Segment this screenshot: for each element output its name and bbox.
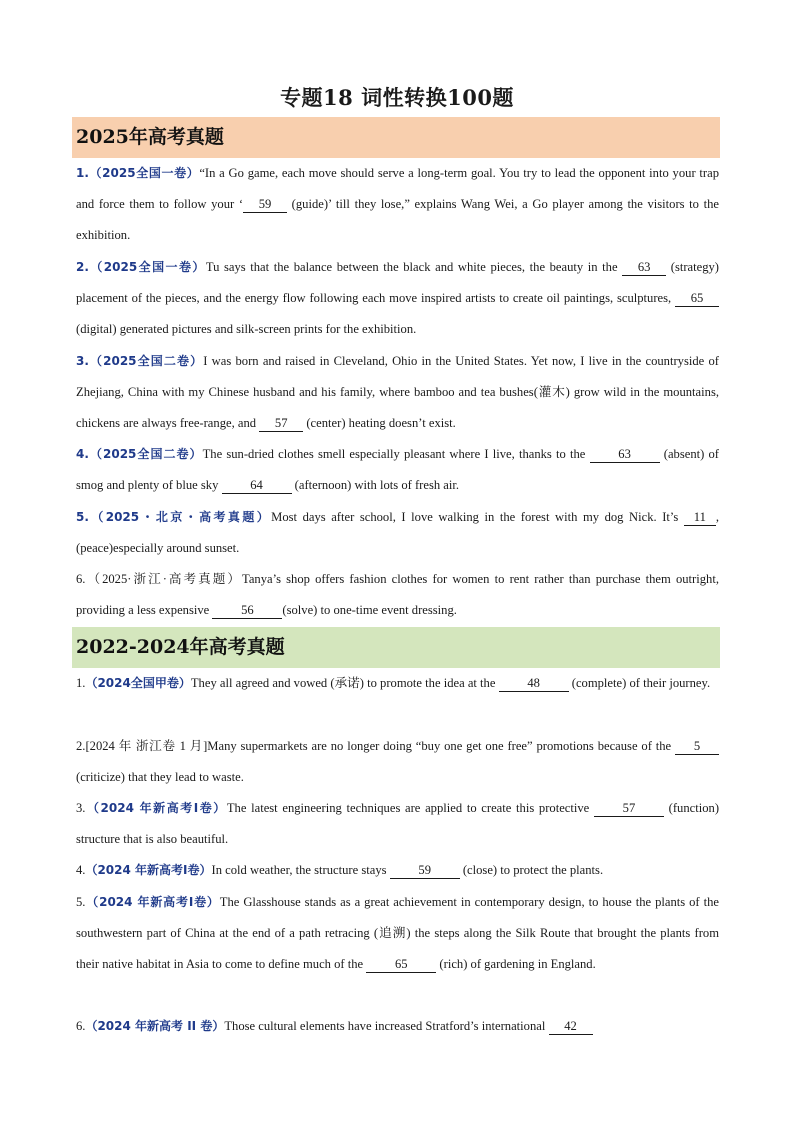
question-number: 3. — [76, 801, 86, 815]
question-source: （2024 年新高考Ⅰ卷） — [85, 801, 227, 815]
question-text-tail: (rich) of gardening in England. — [436, 957, 596, 971]
question-text: I was born and raised in Cleveland, Ohio in the United States. Yet now, I live in the countryside of Zhejiang, China with my Chinese husband and his family, where bamboo and tea bushes(灌木) grow wild in the mountains, chickens are always free-range, and — [76, 354, 720, 430]
question-source: （2025全国一卷） — [88, 260, 206, 274]
question-source: （2025·浙江·高考真题） — [85, 572, 242, 586]
question-text-tail: (afternoon) with lots of fresh air. — [291, 478, 460, 492]
question-text: Many supermarkets are no longer doing “buy one get one free” promotions because of the — [207, 739, 675, 753]
question-source: （2025・北京・高考真题） — [88, 510, 272, 524]
question-text-tail: (center) heating doesn’t exist. — [303, 416, 456, 430]
question-source: （2025全国一卷） — [88, 166, 200, 180]
question-number: 2. — [76, 260, 89, 274]
question-text-mid: (strategy) placement of the pieces, and the energy flow following each move inspired artists to create oil paintings, sculptures, — [76, 260, 719, 305]
question-2024-6 — [76, 1011, 719, 1042]
question-2024-4 — [76, 855, 719, 886]
answer-blank[interactable]: 57 — [259, 416, 303, 432]
question-number: 1. — [76, 676, 86, 690]
question-text: Tanya’s shop offers fashion clothes for women to rent rather than purchase them outright, providing a less expensive — [76, 572, 719, 617]
question-2025-3 — [76, 346, 719, 439]
answer-blank[interactable]: 63 — [622, 260, 666, 276]
page-title: 专题18 词性转换100题 — [280, 85, 514, 110]
answer-blank[interactable]: 59 — [390, 863, 460, 879]
answer-blank[interactable]: 65 — [366, 957, 436, 973]
question-2024-1 — [76, 668, 719, 699]
answer-blank[interactable]: 42 — [549, 1019, 593, 1035]
question-source: （2025全国二卷） — [88, 447, 203, 461]
question-number: 1. — [76, 166, 89, 180]
question-text: “In a Go game, each move should serve a long-term goal. You try to lead the opponent into your trap and force them to follow your ‘ — [76, 166, 719, 211]
question-text-tail: (digital) generated pictures and silk-screen prints for the exhibition. — [76, 322, 417, 336]
question-number: 2. — [76, 739, 86, 753]
question-text: The sun-dried clothes smell especially pleasant where I live, thanks to the — [202, 447, 590, 461]
question-number: 6. — [76, 1019, 86, 1033]
question-2024-3 — [76, 793, 719, 855]
question-text-tail: (close) to protect the plants. — [459, 863, 604, 877]
question-text: The latest engineering techniques are applied to create this protective — [226, 801, 594, 815]
question-source: （2024 年新高考 II 卷） — [85, 1019, 225, 1033]
question-text: They all agreed and vowed (承诺) to promote the idea at the — [190, 676, 499, 690]
answer-blank[interactable]: 57 — [594, 801, 664, 817]
answer-blank[interactable]: 11 — [684, 510, 716, 526]
question-text-tail: (guide)’ till they lose,” explains Wang Wei, a Go player among the visitors to the exhibition. — [76, 197, 720, 242]
question-source: [2024 年 浙江卷 1 月] — [85, 739, 208, 753]
section-heading-2022-2024: 2022-2024年高考真题 — [72, 627, 720, 668]
question-text-tail: , (peace)especially around sunset. — [76, 510, 720, 555]
question-text-tail: (complete) of their journey. — [568, 676, 711, 690]
answer-blank[interactable]: 56 — [212, 603, 282, 619]
question-2025-6 — [76, 564, 719, 626]
question-number: 4. — [76, 863, 86, 877]
question-text: The Glasshouse stands as a great achievement in contemporary design, to house the plants of the southwestern part of China at the end of a path retracing (追溯) the steps along the Silk Route that brought the plants from their native habitat in Asia to come to define much of the — [76, 895, 719, 971]
question-source: （2024 年新高考Ⅰ卷） — [85, 895, 220, 909]
answer-blank-2[interactable]: 64 — [222, 478, 292, 494]
question-source: （2025全国二卷） — [88, 354, 204, 368]
question-number: 6. — [76, 572, 86, 586]
question-text: Most days after school, I love walking in the forest with my dog Nick. It’s — [271, 510, 684, 524]
question-2024-5 — [76, 887, 719, 980]
question-number: 5. — [76, 510, 89, 524]
answer-blank[interactable]: 5 — [675, 739, 719, 755]
question-source: （2024 年新高考Ⅰ卷） — [85, 863, 212, 877]
question-text: In cold weather, the structure stays — [211, 863, 390, 877]
question-text-tail: (criticize) that they lead to waste. — [76, 770, 244, 784]
question-text: Tu says that the balance between the black and white pieces, the beauty in the — [205, 260, 623, 274]
question-2024-2 — [76, 731, 719, 793]
answer-blank[interactable]: 59 — [243, 197, 287, 213]
question-text: Those cultural elements have increased Stratford’s international — [224, 1019, 549, 1033]
answer-blank-2[interactable]: 65 — [675, 291, 719, 307]
question-text-tail: (solve) to one-time event dressing. — [282, 603, 457, 617]
question-source: （2024全国甲卷） — [85, 676, 191, 690]
question-number: 3. — [76, 354, 89, 368]
question-2025-1 — [76, 158, 719, 251]
question-text-tail: (function) structure that is also beautiful. — [76, 801, 720, 846]
answer-blank[interactable]: 63 — [590, 447, 660, 463]
question-2025-4 — [76, 439, 719, 501]
question-number: 4. — [76, 447, 89, 461]
question-number: 5. — [76, 895, 86, 909]
question-text-mid: (absent) of smog and plenty of blue sky — [76, 447, 719, 492]
section-heading-2025: 2025年高考真题 — [72, 117, 720, 158]
question-2025-2 — [76, 252, 719, 345]
answer-blank[interactable]: 48 — [499, 676, 569, 692]
question-2025-5 — [76, 502, 719, 564]
